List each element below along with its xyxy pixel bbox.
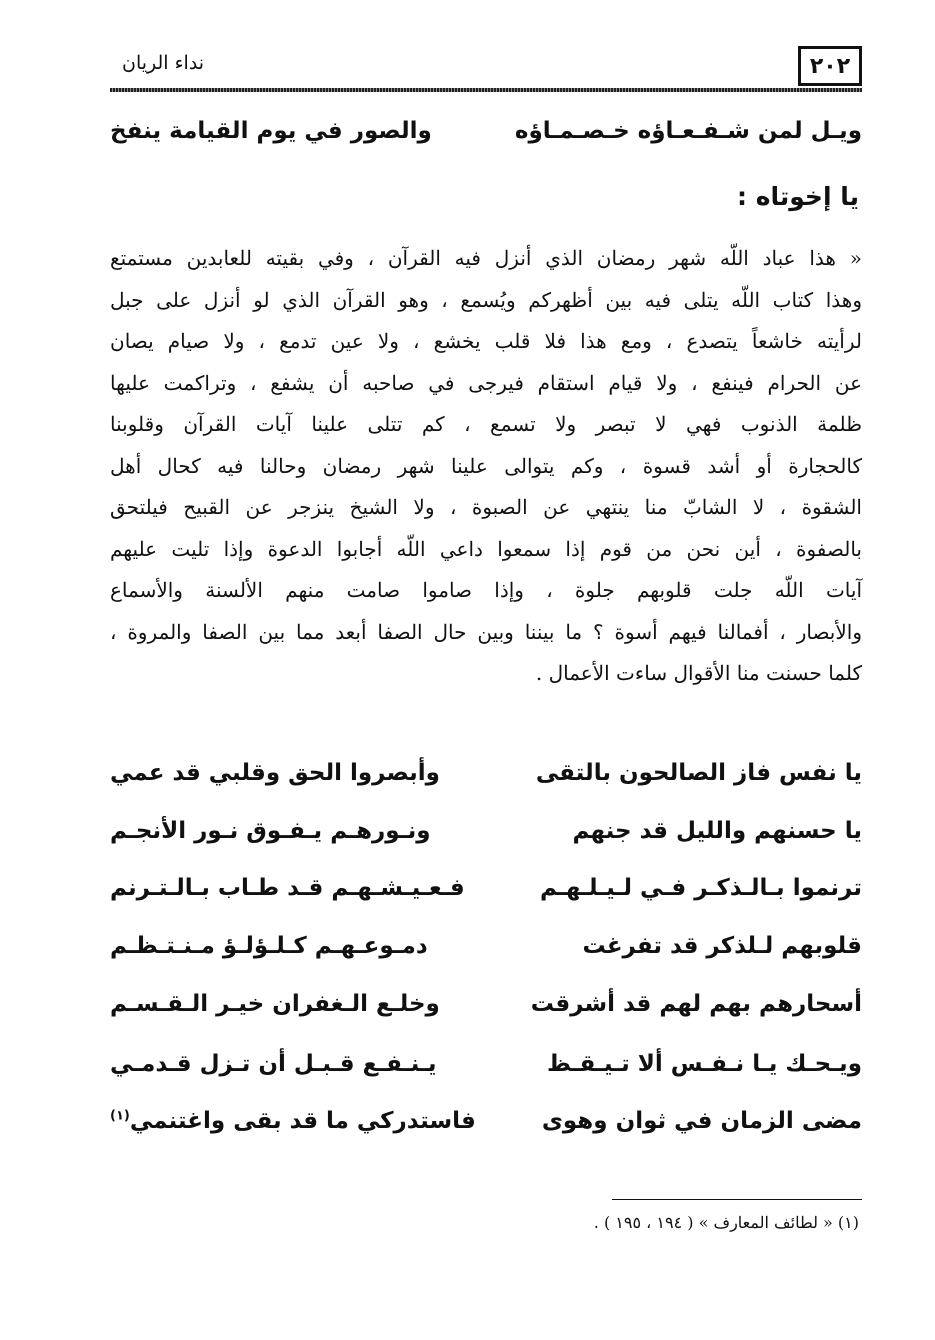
- body-paragraph: [110, 238, 862, 695]
- footnote-rule: [612, 1199, 862, 1200]
- paragraph-line: عن الحرام فينفع ، ولا قيام استقام فيرجى في صاحبه أن يشفع ، وتراكمت عليها: [110, 370, 862, 395]
- poem-verse: [110, 875, 862, 925]
- paragraph-line: بالصفوة ، أين نحن من قوم إذا سمعوا داعي اللّه أجابوا الدعوة وإذا تليت عليهم: [110, 536, 862, 561]
- footnote: (١) « لطائف المعارف » ( ١٩٤ ، ١٩٥ ) .: [593, 1213, 859, 1232]
- verse-first-hemistich: ويـل لمن شـفـعـاؤه خـصـمـاؤه: [514, 118, 862, 144]
- verse-second-hemistich: يـنـفـع قـبـل أن تـزل قـدمـي: [110, 1051, 437, 1077]
- paragraph-line: « هذا عباد اللّه شهر رمضان الذي أنزل فيه القرآن ، وفي بقيته للعابدين مستمتع: [110, 246, 862, 270]
- paragraph-line: كلما حسنت منا الأقوال ساءت الأعمال .: [535, 661, 862, 685]
- footnote-marker: (١): [110, 1108, 130, 1124]
- paragraph-line: لرأيته خاشعاً يتصدع ، ومع هذا فلا قلب يخشع ، ولا عين تدمع ، ولا صيام يصان: [110, 329, 862, 353]
- poem-verse: [110, 991, 862, 1041]
- paragraph-line: ظلمة الذنوب فهي لا تبصر ولا تسمع ، كم تتلى علينا آيات القرآن وقلوبنا: [110, 412, 863, 436]
- verse-second-hemistich: والصور في يوم القيامة ينفخ: [110, 118, 432, 144]
- page-header: [110, 42, 862, 92]
- verse-first-hemistich: مضى الزمان في ثوان وهوى: [541, 1108, 862, 1134]
- poem-verse: [110, 933, 862, 983]
- page-number-box: [798, 46, 862, 86]
- paragraph-line: الشقوة ، لا الشابّ منا ينتهي عن الصبوة ، ولا الشيخ ينزجر عن القبيح فيلتحق: [110, 495, 862, 519]
- header-rule: [110, 88, 862, 92]
- verse-text: فاستدركي ما قد بقى واغتنمي: [129, 1108, 476, 1134]
- paragraph-line: والأبصار ، أفمالنا فيهم أسوة ؟ ما بيننا وبين حال الصفا أبعد مما بين الصفا والمروة ،: [110, 619, 862, 644]
- verse-first-hemistich: أسحارهم بهم لهم قد أشرقت: [530, 991, 862, 1017]
- paragraph-line: وهذا كتاب اللّه يتلى فيه بين أظهركم ويُسمع ، وهو القرآن الذي لو أنزل على جبل: [110, 287, 862, 312]
- verse-second-hemistich: وخلـع الـغفران خيـر الـقـسـم: [110, 991, 440, 1017]
- opening-verse: [110, 118, 862, 168]
- paragraph-line: كالحجارة أو أشد قسوة ، وكم يتوالى علينا شهر رمضان وحالنا فيه كحال أهل: [110, 453, 862, 478]
- poem-verse: [110, 818, 862, 868]
- poem-verse: [110, 760, 862, 810]
- paragraph-line: آيات اللّه جلت قلوبهم جلوة ، وإذا صاموا صامت منهم الألسنة والأسماع: [110, 578, 862, 602]
- poem-verse: [110, 1051, 862, 1101]
- verse-second-hemistich: ونـورهـم يـفـوق نـور الأنجـم: [110, 818, 431, 844]
- verse-second-hemistich: دمـوعـهـم كـلـؤلـؤ مـنـتـظـم: [110, 933, 428, 959]
- running-title: نداء الريان: [122, 52, 205, 74]
- poem-verse: [110, 1108, 862, 1158]
- verse-first-hemistich: يا نفس فاز الصالحون بالتقى: [535, 760, 862, 786]
- verse-second-hemistich: وأبصروا الحق وقلبي قد عمي: [110, 760, 440, 786]
- verse-first-hemistich: يا حسنهم والليل قد جنهم: [572, 818, 862, 844]
- verse-first-hemistich: قلوبهم لـلذكر قد تفرغت: [582, 933, 862, 959]
- section-heading: يا إخوتاه :: [737, 182, 859, 211]
- page-number: ٢٠٢: [809, 53, 851, 79]
- verse-second-hemistich: [110, 1108, 476, 1134]
- verse-first-hemistich: ترنموا بـالـذكـر فـي لـيـلـهـم: [539, 875, 862, 901]
- verse-second-hemistich: فـعـيـشـهـم قـد طـاب بـالـتـرنم: [110, 875, 465, 901]
- verse-first-hemistich: ويـحـك يـا نـفـس ألا تـيـقـظ: [546, 1051, 862, 1077]
